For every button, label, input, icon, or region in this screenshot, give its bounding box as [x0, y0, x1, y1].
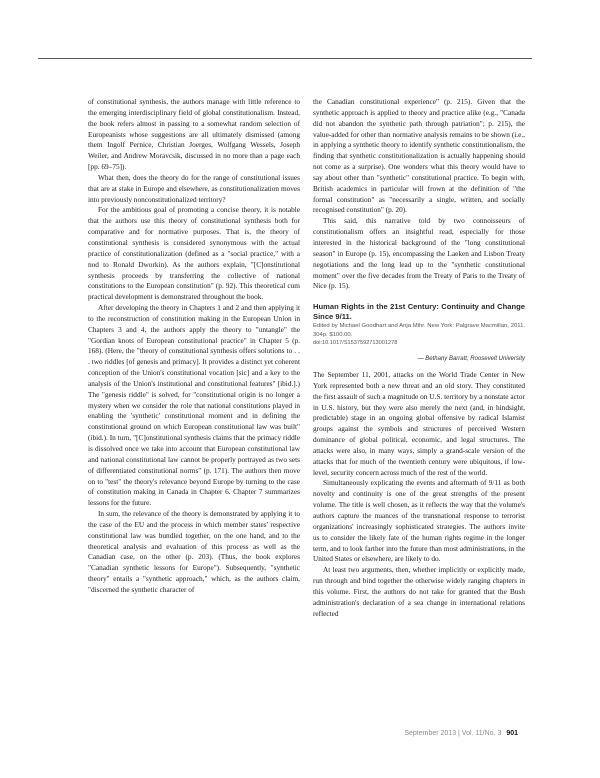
review-doi[interactable]: doi:10.1017/S1537592713001278: [313, 340, 398, 346]
left-paragraph-3: For the ambitious goal of promoting a concise theory, it is notable that the authors use this theory of constitutional synthesis both for comparative and for normative purposes. That is, the theory of constitutional synthesis is considered synonymous with the actual practice of constitutionalization (defined as a "social practice," with a nod to Ronald Dworkin). As the authors explain, "[C]onstitutional synthesis proceeds by transferring the collective of national constitutions to the European constitution" (p. 92). This theoretical cum practical development is demonstrated throughout the book.: [88, 205, 300, 302]
review-book-meta: Edited by Michael Goodhart and Anja Mihr. New York: Palgrave Macmillan, 2011. 304p. $100.00.: [313, 323, 525, 338]
right-paragraph-1: the Canadian constitutional experience" (p. 215). Given that the synthetic approach is applied to theory and practice alike (e.g., "Canada did not abandon the synthetic path through patriation"; p. 215), the value-added for other than normative analysis remains to be shown (i.e., in applying a synthetic theory to identify synthetic constitutionalism, the finding that synthetic constitutionalization is actually happening should not come as a surprise). One wonders what this theory would have to say about other than "synthetic" constitutional practice. To begin with, British academics in particular will frown at the definition of "the formal constitution" as "necessarily a single, written, and socially recognised constitution" (p. 20).: [313, 97, 525, 215]
left-paragraph-5: In sum, the relevance of the theory is demonstrated by applying it to the case of the EU and the process in which member states' respective constitutional law was bundled together, on the one hand, and to the theoretical analysis and evaluation of this process as well as the Canadian case, on the other (p. 203). (Thus, the book explores "Canadian synthetic lessons for Europe"). Subsequently, "synthetic theory" entails a "synthetic approach," which, as the authors claim, "discerned the synthetic character of: [88, 509, 300, 594]
review-header: [313, 302, 525, 347]
review-paragraph-1: The September 11, 2001, attacks on the World Trade Center in New York represented both a new threat and an old story. They constituted the first assault of such a magnitude on U.S. territory by a nonstate actor in U.S. history, but they were also merely the next (and, in hindsight, predictable) stage in an ongoing global offensive by radical Islamist groups against the symbols and structures of perceived Western dominance of global political, economic, and legal structures. The attacks were also, in many ways, simply a grand-scale version of the attacks that for much of the twentieth century were ubiquitous, if low-level, security concern across much of the rest of the world.: [313, 370, 525, 477]
right-column: [313, 97, 525, 619]
review-paragraph-2: Simultaneously explicating the events and aftermath of 9/11 as both novelty and continuity is one of the great strengths of the present volume. The title is well chosen, as it reflects the way that the volume's authors capture the nuances of the transnational response to terrorist organizations' increasingly sophisticated strategies. The authors invite us to consider the likely fate of the human rights regime in the longer term, and to look farther into the future than most administrations, in the United States or elsewhere, are likely to do.: [313, 478, 525, 564]
header-rule: [38, 58, 532, 59]
page-number: 901: [506, 730, 518, 737]
footer-issue: September 2013 | Vol. 11/No. 3: [404, 730, 502, 737]
left-paragraph-1: of constitutional synthesis, the authors manage with little reference to the emerging interdisciplinary field of global constitutionalism. Instead, the book refers almost in passing to a somewhat random selection of Europeanists whose suggestions are all ultimately dismissed (among them Ingolf Pernice, Christian Joerges, Wolfgang Wessels, Joseph Weiler, and Andrew Moravcsik, discussed in no more than a page each [pp. 69–75]).: [88, 97, 300, 172]
review-paragraph-3: At least two arguments, then, whether implicitly or explicitly made, run through and bind together the otherwise widely ranging chapters in this volume. First, the authors do not take for granted that the Bush administration's declaration of a sea change in international relations reflected: [313, 565, 525, 618]
left-paragraph-2: What then, does the theory do for the range of constitutional issues that are at stake in Europe and elsewhere, as constitutionalization moves into previously nonconstitutionalized territory?: [88, 172, 300, 204]
page-footer: [404, 730, 518, 737]
reviewer-credit: — Bethany Barratt, Roosevelt University: [417, 356, 525, 362]
right-paragraph-2: This said, this narrative told by two connoisseurs of constitutionalism offers an insightful read, especially for those interested in the historical background of the "long constitutional season" in Europe (p. 15), encompassing the Laeken and Lisbon Treaty negotiations and the long lead up to the "synthetic constitutional moment" over the five decades from the Treaty of Paris to the Treaty of Nice (p. 15).: [313, 216, 525, 291]
review-book-title: Human Rights in the 21st Century: Continuity and Change Since 9/11.: [313, 302, 525, 322]
left-paragraph-4: After developing the theory in Chapters 1 and 2 and then applying it to the reconstruction of constitution making in the European Union in Chapters 3 and 4, the authors apply the theory to "untangle" the "Gordian knots of European constitutional practice" in Chapter 5 (p. 168). (Here, the "theory of constitutional synthesis offers solutions to . . . two riddles [of genesis and primacy]. It provides a distinct yet coherent conception of the Union's constitutional vocation [sic] and a key to the analysis of the Union's institutional and constitutional features" [ibid.].) The "genesis riddle" is solved, for "constitutional origin is no longer a mystery when we consider the role that national constitutions played in enabling the 'synthetic' constitutional moment and in defining the constitutional ground on which European constitutional law was built" (ibid.). In turn, "[C]onstitutional synthesis claims that the primacy riddle is dissolved once we take into account that European constitutional law and national constitutional law cannot be properly portrayed as two sets of differentiated constitutional norms" (p. 171). The authors then move on to "test" the theory's relevance beyond Europe by turning to the case of constitution making in Canada in Chapter 6. Chapter 7 summarizes lessons for the future.: [88, 303, 300, 508]
left-column: [88, 97, 300, 596]
